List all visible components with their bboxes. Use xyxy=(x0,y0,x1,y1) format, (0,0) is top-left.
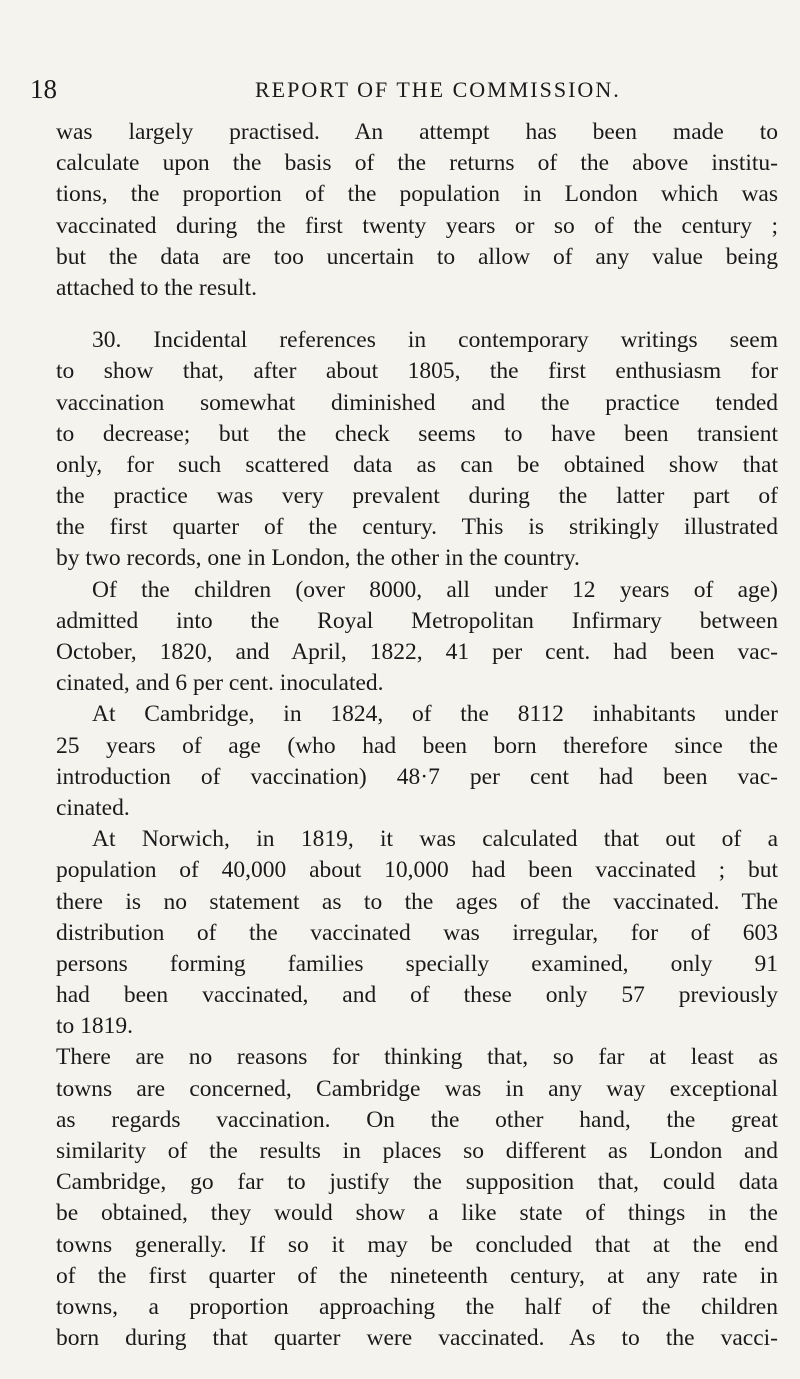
paragraph xyxy=(56,325,778,575)
page-number: 18 xyxy=(30,74,57,104)
text-line: At Cambridge, in 1824, of the 8112 inhabitants under xyxy=(92,701,778,728)
text-line: similarity of the results in places so different as London and xyxy=(56,1138,778,1164)
text-line: towns generally. If so it may be concluded that at the end xyxy=(56,1231,778,1258)
text-line: 30. Incidental references in contemporary writings seem xyxy=(92,327,778,354)
text-line: vaccinated during the first twenty years or so of the century ; xyxy=(56,212,778,239)
text-line: introduction of vaccination) 48·7 per cent had been vac- xyxy=(56,763,778,790)
text-line: as regards vaccination. On the other hand, the great xyxy=(56,1106,778,1133)
running-title: REPORT OF THE COMMISSION. xyxy=(255,77,621,102)
text-line: population of 40,000 about 10,000 had been vaccinated ; but xyxy=(56,857,778,884)
text-line: vaccination somewhat diminished and the practice tended xyxy=(56,389,778,416)
paragraph xyxy=(56,117,778,304)
text-line: attached to the result. xyxy=(56,274,257,301)
text-line: admitted into the Royal Metropolitan Infirmary between xyxy=(56,607,778,634)
paragraph xyxy=(56,824,778,1042)
text-line: There are no reasons for thinking that, so far at least as xyxy=(56,1044,778,1071)
text-line: October, 1820, and April, 1822, 41 per cent. had been vac- xyxy=(56,639,778,665)
text-line: 25 years of age (who had been born therefore since the xyxy=(56,732,778,759)
paragraph-gap xyxy=(56,304,778,325)
text-line: but the data are too uncertain to allow of any value being xyxy=(56,243,778,270)
text-line: born during that quarter were vaccinated. As to the vacci- xyxy=(56,1325,778,1352)
text-line: was largely practised. An attempt has been made to xyxy=(56,119,778,145)
text-line: persons forming families specially examined, only 91 xyxy=(56,950,778,977)
text-line: cinated. xyxy=(56,794,130,821)
text-line: At Norwich, in 1819, it was calculated that out of a xyxy=(92,826,778,853)
body-text xyxy=(56,117,778,1354)
text-line: towns are concerned, Cambridge was in any way exceptional xyxy=(56,1075,778,1102)
text-line: Of the children (over 8000, all under 12 years of age) xyxy=(92,576,778,603)
text-line: the first quarter of the century. This is strikingly illustrated xyxy=(56,514,778,541)
paragraph xyxy=(56,699,778,824)
text-line: to decrease; but the check seems to have been transient xyxy=(56,420,778,447)
paragraph xyxy=(56,1042,778,1354)
text-line: the practice was very prevalent during the latter part of xyxy=(56,483,778,510)
text-line: of the first quarter of the nineteenth century, at any rate in xyxy=(56,1262,778,1289)
text-line: to 1819. xyxy=(56,1013,134,1040)
text-line: tions, the proportion of the population in London which was xyxy=(56,181,778,208)
running-head xyxy=(30,72,778,106)
text-line: to show that, after about 1805, the first enthusiasm for xyxy=(56,358,778,385)
text-line: calculate upon the basis of the returns of the above institu- xyxy=(56,150,778,177)
text-line: there is no statement as to the ages of the vaccinated. The xyxy=(56,888,778,915)
text-line: distribution of the vaccinated was irregular, for of 603 xyxy=(56,919,778,946)
text-line: towns, a proportion approaching the half of the children xyxy=(56,1293,778,1320)
text-line: Cambridge, go far to justify the supposition that, could data xyxy=(56,1169,778,1196)
text-line: be obtained, they would show a like state of things in the xyxy=(56,1200,778,1227)
text-line: only, for such scattered data as can be obtained show that xyxy=(56,451,778,478)
paragraph xyxy=(56,575,778,700)
text-line: had been vaccinated, and of these only 57 previously xyxy=(56,982,778,1009)
text-line: cinated, and 6 per cent. inoculated. xyxy=(56,670,384,697)
text-line: by two records, one in London, the other in the country. xyxy=(56,545,580,572)
